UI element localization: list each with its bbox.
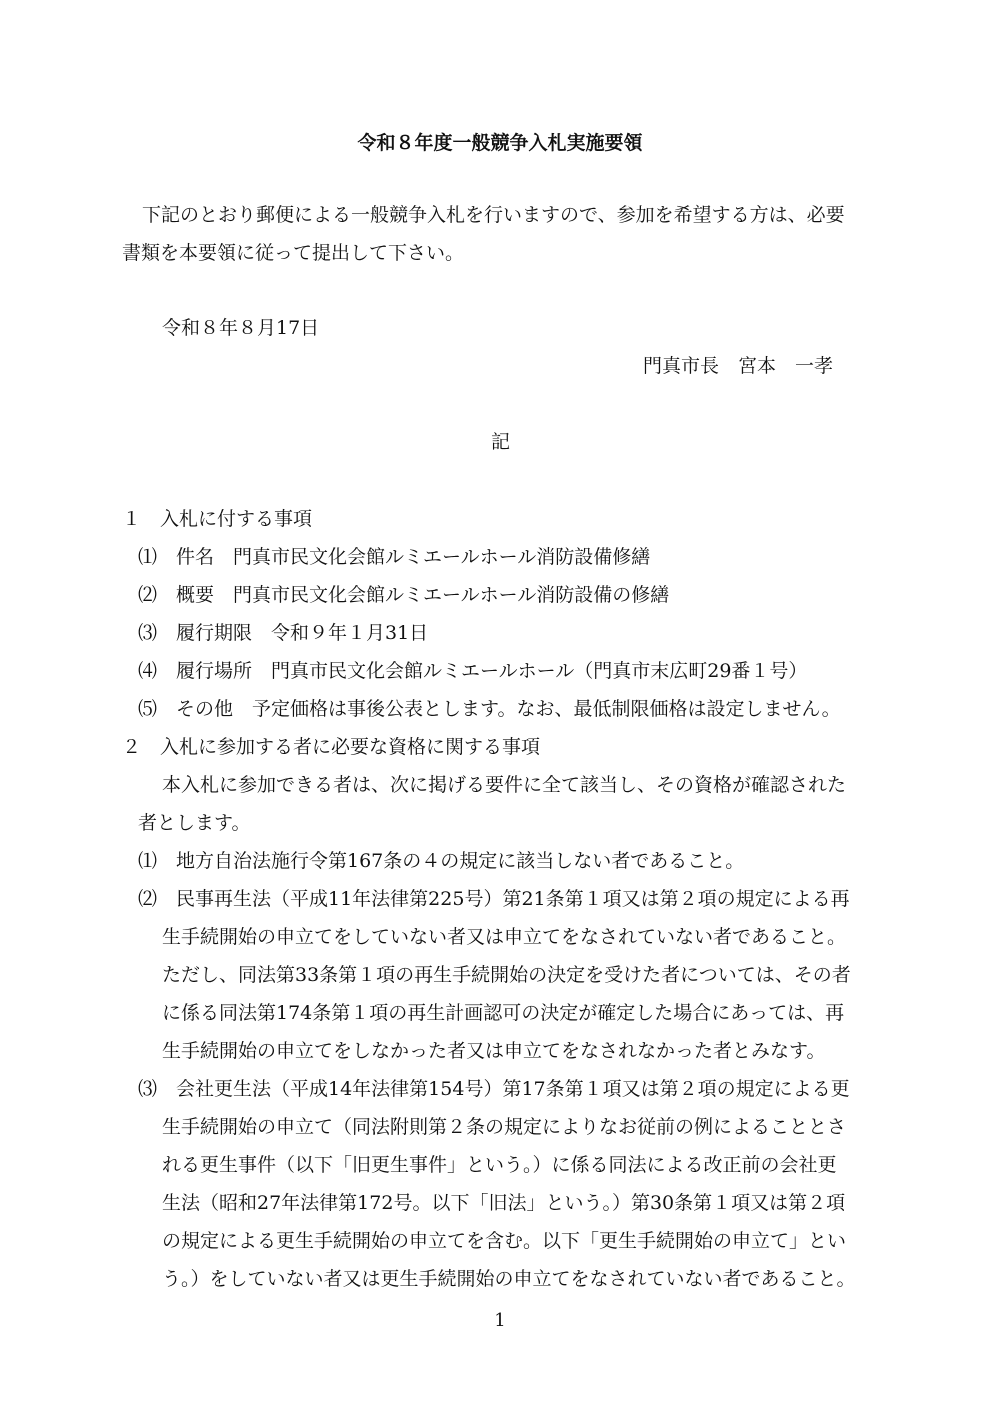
section-2-item-2-line: 生手続開始の申立てをしていない者又は申立てをなされていない者であること。 (162, 926, 847, 948)
section-2-item-2-line: に係る同法第174条第１項の再生計画認可の決定が確定した場合にあっては、再 (162, 1002, 845, 1024)
section-1-item: ⑷ 履行場所 門真市民文化会館ルミエールホール（門真市末広町29番１号） (138, 660, 808, 682)
section-2-item-3-line: ⑶ 会社更生法（平成14年法律第154号）第17条第１項又は第２項の規定による更 (138, 1078, 850, 1100)
section-1-heading: １ 入札に付する事項 (122, 508, 313, 530)
section-2-item-3-line: の規定による更生手続開始の申立てを含む。以下「更生手続開始の申立て」とい (162, 1230, 847, 1252)
section-2-item-3-line: 生手続開始の申立て（同法附則第２条の規定によりなお従前の例によることとさ (162, 1116, 847, 1138)
section-2-item-3-line: れる更生事件（以下「旧更生事件」という。）に係る同法による改正前の会社更 (162, 1154, 837, 1176)
section-1-item: ⑵ 概要 門真市民文化会館ルミエールホール消防設備の修繕 (138, 584, 670, 606)
date: 令和８年８月17日 (162, 317, 320, 339)
issuer: 門真市長 宮本 一孝 (643, 355, 834, 377)
section-2-item-1: ⑴ 地方自治法施行令第167条の４の規定に該当しない者であること。 (138, 850, 745, 872)
ki-heading: 記 (491, 431, 511, 453)
section-2-item-3-line: 生法（昭和27年法律第172号。以下「旧法」という。）第30条第１項又は第２項 (162, 1192, 846, 1214)
section-2-intro-line-1: 本入札に参加できる者は、次に掲げる要件に全て該当し、その資格が確認された (162, 774, 847, 796)
section-1-item: ⑴ 件名 門真市民文化会館ルミエールホール消防設備修繕 (138, 546, 651, 568)
intro-line-1: 下記のとおり郵便による一般競争入札を行いますので、参加を希望する方は、必要 (142, 204, 845, 226)
section-2-item-2-line: ただし、同法第33条第１項の再生手続開始の決定を受けた者については、その者 (162, 964, 851, 986)
section-2-item-2-line: ⑵ 民事再生法（平成11年法律第225号）第21条第１項又は第２項の規定による再 (138, 888, 850, 910)
section-1-item: ⑶ 履行期限 令和９年１月31日 (138, 622, 429, 644)
document-title: 令和８年度一般競争入札実施要領 (357, 132, 643, 154)
section-2-item-3-line: う。）をしていない者又は更生手続開始の申立てをなされていない者であること。 (162, 1268, 856, 1290)
page-number: 1 (494, 1310, 506, 1331)
section-2-heading: ２ 入札に参加する者に必要な資格に関する事項 (122, 736, 541, 758)
section-2-item-2-line: 生手続開始の申立てをしなかった者又は申立てをなされなかった者とみなす。 (162, 1040, 826, 1062)
section-1-item: ⑸ その他 予定価格は事後公表とします。なお、最低制限価格は設定しません。 (138, 698, 841, 720)
intro-line-2: 書類を本要領に従って提出して下さい。 (122, 242, 465, 264)
section-2-intro-line-2: 者とします。 (138, 812, 251, 834)
